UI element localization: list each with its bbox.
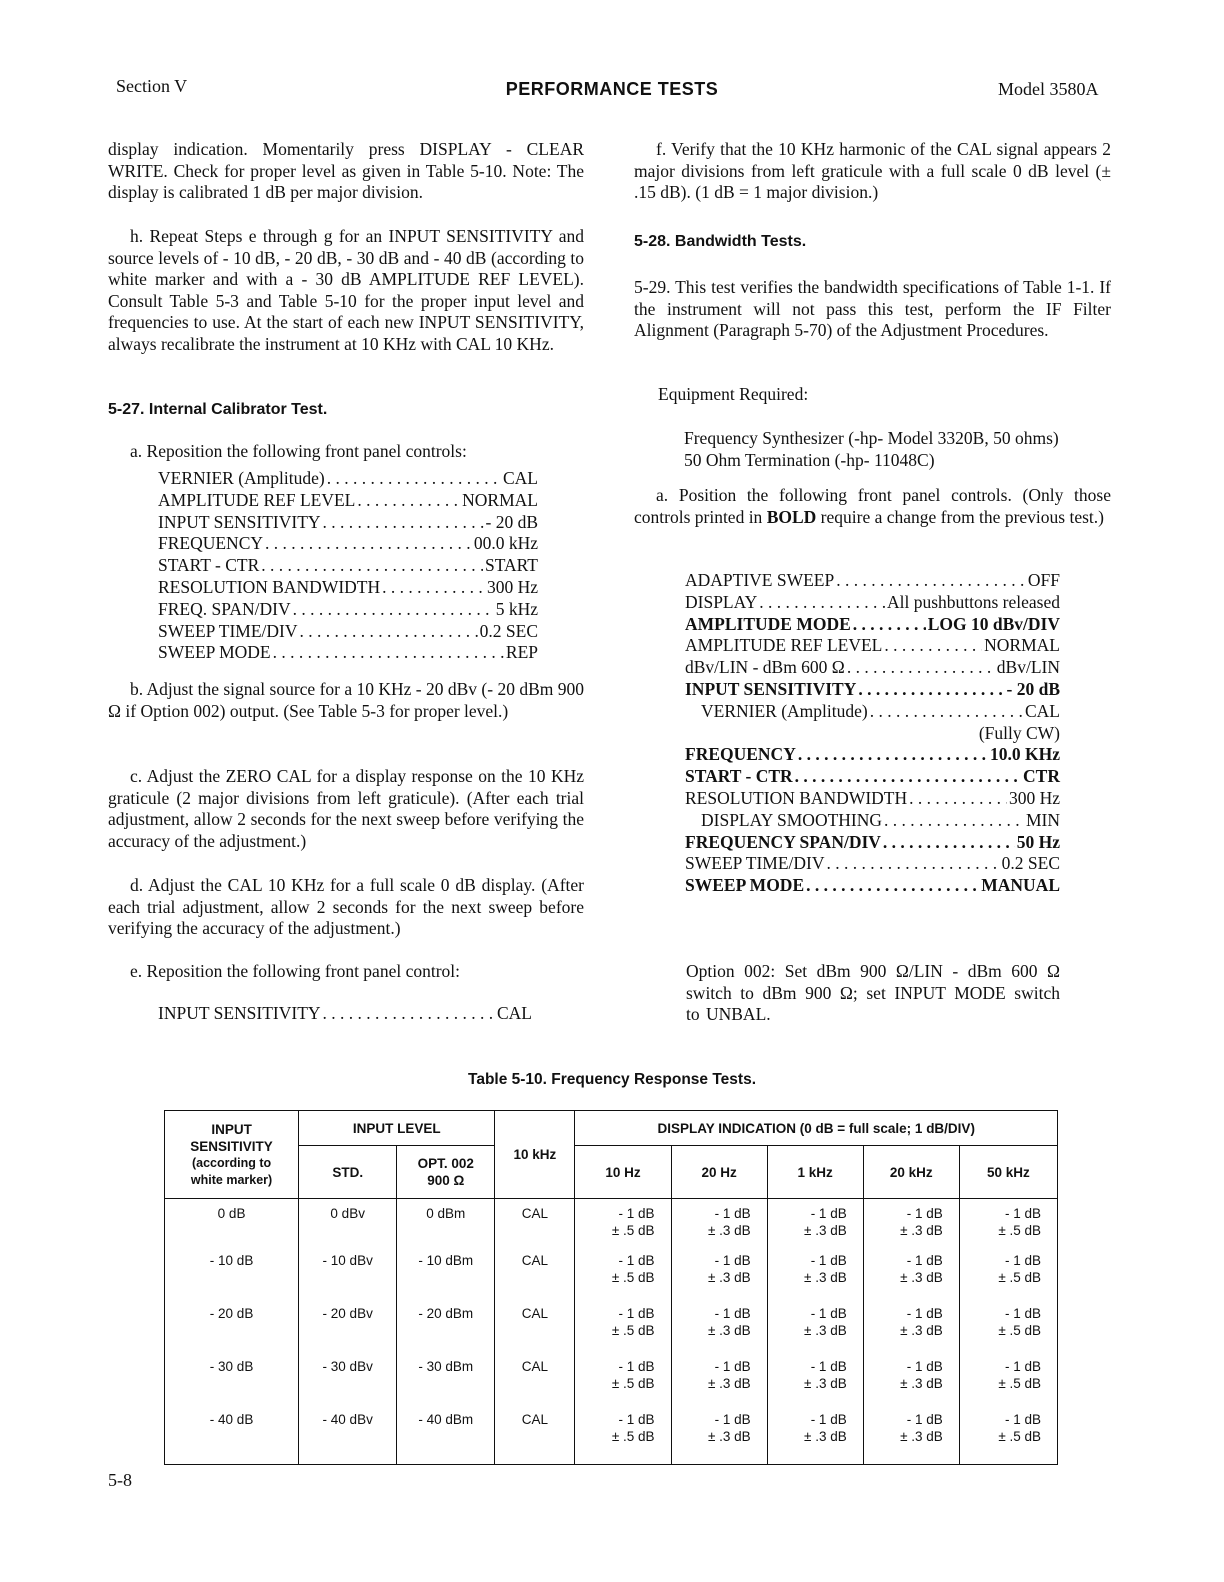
level-value: - 1 dB xyxy=(906,1253,943,1268)
cell-display-indication xyxy=(767,1358,863,1411)
cell-opt-level: - 20 dBm xyxy=(397,1305,495,1358)
control-value: 0.2 SEC xyxy=(479,620,538,641)
cell-sensitivity: - 40 dB xyxy=(165,1411,299,1465)
leader-dots xyxy=(382,577,485,599)
tolerance-value: ± .3 dB xyxy=(900,1376,943,1391)
header-text: SENSITIVITY xyxy=(190,1139,273,1154)
header-50khz: 50 kHz xyxy=(959,1146,1057,1199)
cell-display-indication xyxy=(575,1305,671,1358)
control-value: CAL xyxy=(1025,700,1060,721)
cell-10khz: CAL xyxy=(495,1358,575,1411)
cell-display-indication xyxy=(863,1305,959,1358)
cell-std-level: - 20 dBv xyxy=(299,1305,397,1358)
control-row-e xyxy=(158,1003,532,1025)
table-row xyxy=(165,1252,1058,1305)
cell-10khz: CAL xyxy=(495,1199,575,1253)
control-row xyxy=(685,679,1060,701)
cell-display-indication xyxy=(767,1411,863,1465)
leader-dots xyxy=(323,1003,495,1025)
table-row xyxy=(165,1305,1058,1358)
header-std: STD. xyxy=(299,1146,397,1199)
level-value: - 1 dB xyxy=(714,1253,751,1268)
header-text: (according to xyxy=(191,1156,272,1170)
header-text: OPT. 002 xyxy=(417,1156,474,1171)
level-value: - 1 dB xyxy=(1004,1359,1041,1374)
paragraph-a-right xyxy=(634,485,1111,528)
leader-dots xyxy=(798,744,988,766)
cell-opt-level: - 10 dBm xyxy=(397,1252,495,1305)
control-row xyxy=(685,614,1060,636)
level-value: - 1 dB xyxy=(1004,1206,1041,1221)
cell-display-indication xyxy=(671,1411,767,1465)
control-row xyxy=(685,723,1060,745)
tolerance-value: ± .3 dB xyxy=(804,1270,847,1285)
tolerance-value: ± .3 dB xyxy=(804,1223,847,1238)
header-1khz: 1 kHz xyxy=(767,1146,863,1199)
control-list-left xyxy=(158,468,538,664)
level-value: - 1 dB xyxy=(810,1359,847,1374)
level-value: - 1 dB xyxy=(618,1206,655,1221)
control-value: START xyxy=(485,555,538,576)
control-value: CTR xyxy=(1023,766,1060,787)
cell-display-indication xyxy=(671,1305,767,1358)
control-value: MANUAL xyxy=(981,875,1060,896)
control-value: 300 Hz xyxy=(1008,787,1060,808)
option-002-note: Option 002: Set dBm 900 Ω/LIN - dBm 600 Ω switch to dBm 900 Ω; set INPUT MODE switch to UNBAL. xyxy=(686,961,1060,1024)
frequency-response-table xyxy=(164,1110,1058,1465)
leader-dots xyxy=(858,679,1004,701)
control-value: REP xyxy=(505,642,538,663)
level-value: - 1 dB xyxy=(810,1412,847,1427)
cell-display-indication xyxy=(575,1411,671,1465)
bold-word: BOLD xyxy=(766,506,817,527)
paragraph-f: f. Verify that the 10 KHz harmonic of the CAL signal appears 2 major divisions from left graticule with a full scale 0 dB level (± .15 dB). (1 dB = 1 major division.) xyxy=(634,139,1111,202)
header-input-level: INPUT LEVEL xyxy=(299,1111,495,1146)
control-row xyxy=(158,577,538,599)
level-value: - 1 dB xyxy=(714,1359,751,1374)
cell-display-indication xyxy=(575,1358,671,1411)
cell-std-level: - 30 dBv xyxy=(299,1358,397,1411)
control-value: LOG 10 dBv/DIV xyxy=(927,613,1060,634)
control-value: CAL xyxy=(497,1003,532,1023)
header-text: white marker) xyxy=(190,1173,273,1187)
control-name: INPUT SENSITIVITY xyxy=(685,678,857,699)
leader-dots xyxy=(293,599,494,621)
leader-dots xyxy=(357,490,460,512)
leader-dots xyxy=(884,810,1024,832)
paragraph-a-left: a. Reposition the following front panel controls: xyxy=(130,441,467,461)
header-10hz: 10 Hz xyxy=(575,1146,671,1199)
tolerance-value: ± .5 dB xyxy=(611,1270,655,1285)
cell-display-indication xyxy=(767,1305,863,1358)
control-list-right xyxy=(685,570,1060,897)
tolerance-value: ± .3 dB xyxy=(804,1323,847,1338)
control-name: DISPLAY xyxy=(685,591,758,612)
tolerance-value: ± .3 dB xyxy=(707,1223,751,1238)
equipment-label: Equipment Required: xyxy=(658,384,809,404)
control-name: SWEEP TIME/DIV xyxy=(158,620,298,641)
control-name: INPUT SENSITIVITY xyxy=(158,511,321,532)
control-name: ADAPTIVE SWEEP xyxy=(685,570,835,590)
cell-opt-level: 0 dBm xyxy=(397,1199,495,1253)
tolerance-value: ± .3 dB xyxy=(707,1270,751,1285)
leader-dots xyxy=(273,642,504,664)
control-name: SWEEP TIME/DIV xyxy=(685,853,825,874)
cell-display-indication xyxy=(767,1199,863,1253)
heading-5-28: 5-28. Bandwidth Tests. xyxy=(634,233,807,250)
control-value: OFF xyxy=(1027,570,1060,590)
cell-display-indication xyxy=(671,1252,767,1305)
model-label: Model 3580A xyxy=(998,79,1099,99)
tolerance-value: ± .5 dB xyxy=(611,1223,655,1238)
cell-display-indication xyxy=(575,1199,671,1253)
control-row xyxy=(685,788,1060,810)
control-name: DISPLAY SMOOTHING xyxy=(701,809,883,830)
cell-10khz: CAL xyxy=(495,1305,575,1358)
control-name: RESOLUTION BANDWIDTH xyxy=(158,576,381,597)
cell-display-indication xyxy=(671,1358,767,1411)
control-row xyxy=(158,533,538,555)
cell-10khz: CAL xyxy=(495,1252,575,1305)
page-number: 5-8 xyxy=(108,1470,132,1490)
equipment-item-2: 50 Ohm Termination (-hp- 11048C) xyxy=(684,450,935,470)
tolerance-value: ± .5 dB xyxy=(998,1376,1041,1391)
cell-display-indication xyxy=(863,1358,959,1411)
control-name: INPUT SENSITIVITY xyxy=(158,1003,321,1023)
leader-dots xyxy=(300,621,478,643)
cell-display-indication xyxy=(767,1252,863,1305)
leader-dots xyxy=(883,832,1015,854)
heading-5-27: 5-27. Internal Calibrator Test. xyxy=(108,401,328,418)
leader-dots xyxy=(909,788,1007,810)
leader-dots xyxy=(870,701,1023,723)
level-value: - 1 dB xyxy=(906,1359,943,1374)
cell-std-level: - 10 dBv xyxy=(299,1252,397,1305)
tolerance-value: ± .3 dB xyxy=(707,1376,751,1391)
cell-display-indication xyxy=(863,1252,959,1305)
table-row xyxy=(165,1199,1058,1253)
cell-display-indication xyxy=(959,1305,1057,1358)
leader-dots xyxy=(884,635,982,657)
cell-display-indication xyxy=(959,1199,1057,1253)
cell-display-indication xyxy=(575,1252,671,1305)
control-name: SWEEP MODE xyxy=(685,875,805,896)
control-name: AMPLITUDE REF LEVEL xyxy=(158,489,356,510)
tolerance-value: ± .3 dB xyxy=(900,1323,943,1338)
level-value: - 1 dB xyxy=(906,1206,943,1221)
leader-dots xyxy=(261,555,483,577)
page-title: PERFORMANCE TESTS xyxy=(505,79,719,99)
header-input-sensitivity xyxy=(165,1111,299,1199)
control-name: VERNIER (Amplitude) xyxy=(158,468,325,488)
tolerance-value: ± .3 dB xyxy=(900,1223,943,1238)
control-row xyxy=(685,832,1060,854)
level-value: - 1 dB xyxy=(1004,1306,1041,1321)
cell-opt-level: - 40 dBm xyxy=(397,1411,495,1465)
control-name: AMPLITUDE REF LEVEL xyxy=(685,635,883,656)
paragraph-5-29: 5-29. This test verifies the bandwidth specifications of Table 1-1. If the instrument will not pass this test, perform the IF Filter Alignment (Paragraph 5-70) of the Adjustment Procedures. xyxy=(634,277,1111,340)
level-value: - 1 dB xyxy=(810,1253,847,1268)
control-row xyxy=(685,701,1060,723)
control-value: All pushbuttons released xyxy=(886,591,1060,612)
control-value: CAL xyxy=(503,468,538,488)
level-value: - 1 dB xyxy=(618,1306,655,1321)
cell-display-indication xyxy=(863,1411,959,1465)
paragraph-d: d. Adjust the CAL 10 KHz for a full scale 0 dB display. (After each trial adjustment, allow 2 seconds for the next sweep before verifying the accuracy of the adjustment.) xyxy=(108,875,584,938)
tolerance-value: ± .5 dB xyxy=(998,1429,1041,1444)
control-value: 00.0 kHz xyxy=(473,533,538,554)
cell-sensitivity: - 30 dB xyxy=(165,1358,299,1411)
tolerance-value: ± .3 dB xyxy=(900,1429,943,1444)
control-name: START - CTR xyxy=(685,766,793,787)
cell-sensitivity: 0 dB xyxy=(165,1199,299,1253)
control-row xyxy=(685,635,1060,657)
leader-dots xyxy=(327,468,501,490)
control-name: dBv/LIN - dBm 600 Ω xyxy=(685,657,845,678)
header-text: INPUT xyxy=(211,1122,252,1137)
control-value: 10.0 KHz xyxy=(990,744,1060,765)
header-20hz: 20 Hz xyxy=(671,1146,767,1199)
leader-dots xyxy=(323,512,484,534)
cell-display-indication xyxy=(959,1252,1057,1305)
paragraph-a-right-part1: a. Position the following front panel controls. (Only those controls printed in xyxy=(634,485,1111,527)
tolerance-value: ± .5 dB xyxy=(611,1376,655,1391)
control-value: NORMAL xyxy=(462,489,538,510)
header-20khz: 20 kHz xyxy=(863,1146,959,1199)
level-value: - 1 dB xyxy=(1004,1253,1041,1268)
cell-opt-level: - 30 dBm xyxy=(397,1358,495,1411)
cell-sensitivity: - 10 dB xyxy=(165,1252,299,1305)
control-row xyxy=(685,592,1060,614)
header-display-indication: DISPLAY INDICATION (0 dB = full scale; 1 dB/DIV) xyxy=(575,1111,1058,1146)
control-name: RESOLUTION BANDWIDTH xyxy=(685,787,908,808)
control-value: (Fully CW) xyxy=(978,722,1060,743)
paragraph-e: e. Reposition the following front panel control: xyxy=(130,961,461,981)
control-value: 300 Hz xyxy=(486,576,538,597)
paragraph-b: b. Adjust the signal source for a 10 KHz - 20 dBv (- 20 dBm 900 Ω if Option 002) output. (See Table 5-3 for proper level.) xyxy=(108,679,584,721)
level-value: - 1 dB xyxy=(714,1412,751,1427)
level-value: - 1 dB xyxy=(1004,1412,1041,1427)
tolerance-value: ± .3 dB xyxy=(804,1429,847,1444)
control-name: AMPLITUDE MODE xyxy=(685,613,851,634)
leader-dots xyxy=(759,592,885,614)
paragraph-h: h. Repeat Steps e through g for an INPUT SENSITIVITY and source levels of - 10 dB, - 20 dB, - 30 dB and - 40 dB (according to white marker and with a - 30 dB AMPLITUDE REF LEVEL). Consult Table 5-3 and Table 5-10 for the proper input level and frequencies to use. At the start of each new INPUT SENSITIVITY, always recalibrate the instrument at 10 KHz with CAL 10 KHz. xyxy=(108,226,584,354)
control-name: FREQUENCY SPAN/DIV xyxy=(685,831,881,852)
control-row xyxy=(685,875,1060,897)
control-row xyxy=(685,766,1060,788)
leader-dots xyxy=(847,657,995,679)
control-value: dBv/LIN xyxy=(996,657,1060,678)
tolerance-value: ± .5 dB xyxy=(998,1323,1041,1338)
control-row xyxy=(685,657,1060,679)
paragraph-g-continued: display indication. Momentarily press DISPLAY - CLEAR WRITE. Check for proper level as given in Table 5-10. Note: The display is calibrated 1 dB per major division. xyxy=(108,139,584,202)
tolerance-value: ± .5 dB xyxy=(611,1323,655,1338)
control-row xyxy=(158,621,538,643)
control-name: FREQUENCY xyxy=(685,744,796,765)
control-value: - 20 dB xyxy=(1006,678,1060,699)
level-value: - 1 dB xyxy=(618,1253,655,1268)
cell-std-level: 0 dBv xyxy=(299,1199,397,1253)
tolerance-value: ± .5 dB xyxy=(611,1429,655,1444)
control-value: NORMAL xyxy=(984,635,1060,656)
header-10khz: 10 kHz xyxy=(495,1111,575,1199)
table-row xyxy=(165,1411,1058,1465)
level-value: - 1 dB xyxy=(810,1306,847,1321)
level-value: - 1 dB xyxy=(810,1206,847,1221)
control-row xyxy=(685,744,1060,766)
control-name: FREQ. SPAN/DIV xyxy=(158,598,291,619)
control-row xyxy=(158,468,538,490)
cell-sensitivity: - 20 dB xyxy=(165,1305,299,1358)
leader-dots xyxy=(795,766,1021,788)
cell-display-indication xyxy=(671,1199,767,1253)
table-title: Table 5-10. Frequency Response Tests. xyxy=(468,1071,756,1088)
tolerance-value: ± .5 dB xyxy=(998,1270,1041,1285)
control-name: SWEEP MODE xyxy=(158,642,271,663)
leader-dots xyxy=(265,533,472,555)
cell-std-level: - 40 dBv xyxy=(299,1411,397,1465)
control-row xyxy=(158,512,538,534)
control-row xyxy=(158,599,538,621)
section-label: Section V xyxy=(116,76,188,96)
level-value: - 1 dB xyxy=(618,1359,655,1374)
control-row xyxy=(685,570,1060,592)
control-row xyxy=(158,642,538,664)
table-row xyxy=(165,1358,1058,1411)
control-row xyxy=(685,810,1060,832)
control-name: FREQUENCY xyxy=(158,533,264,554)
cell-10khz: CAL xyxy=(495,1411,575,1465)
control-name: START - CTR xyxy=(158,555,260,576)
tolerance-value: ± .5 dB xyxy=(998,1223,1041,1238)
control-row xyxy=(158,490,538,512)
cell-display-indication xyxy=(959,1358,1057,1411)
equipment-item-1: Frequency Synthesizer (-hp- Model 3320B, 50 ohms) xyxy=(684,428,1059,448)
tolerance-value: ± .3 dB xyxy=(707,1323,751,1338)
control-value: 0.2 SEC xyxy=(1001,853,1060,874)
control-value: MIN xyxy=(1025,809,1060,830)
control-row xyxy=(158,555,538,577)
level-value: - 1 dB xyxy=(618,1412,655,1427)
paragraph-a-right-part2: require a change from the previous test.) xyxy=(816,506,1104,527)
header-text: 900 Ω xyxy=(427,1173,465,1188)
control-row xyxy=(685,853,1060,875)
control-name: VERNIER (Amplitude) xyxy=(701,700,868,721)
leader-dots xyxy=(853,614,926,636)
tolerance-value: ± .3 dB xyxy=(707,1429,751,1444)
control-value: 5 kHz xyxy=(495,598,538,619)
header-opt-002 xyxy=(397,1146,495,1199)
level-value: - 1 dB xyxy=(714,1206,751,1221)
level-value: - 1 dB xyxy=(906,1306,943,1321)
leader-dots xyxy=(836,570,1026,592)
level-value: - 1 dB xyxy=(714,1306,751,1321)
tolerance-value: ± .3 dB xyxy=(804,1376,847,1391)
leader-dots xyxy=(806,875,979,897)
level-value: - 1 dB xyxy=(906,1412,943,1427)
control-value: 50 Hz xyxy=(1016,831,1060,852)
cell-display-indication xyxy=(863,1199,959,1253)
tolerance-value: ± .3 dB xyxy=(900,1270,943,1285)
leader-dots xyxy=(827,853,1000,875)
cell-display-indication xyxy=(959,1411,1057,1465)
paragraph-c: c. Adjust the ZERO CAL for a display response on the 10 KHz graticule (2 major divisions from left graticule). (After each trial adjustment, allow 2 seconds for the next sweep before verifying the accuracy of the adjustment.) xyxy=(108,766,584,851)
control-value: - 20 dB xyxy=(485,511,538,532)
